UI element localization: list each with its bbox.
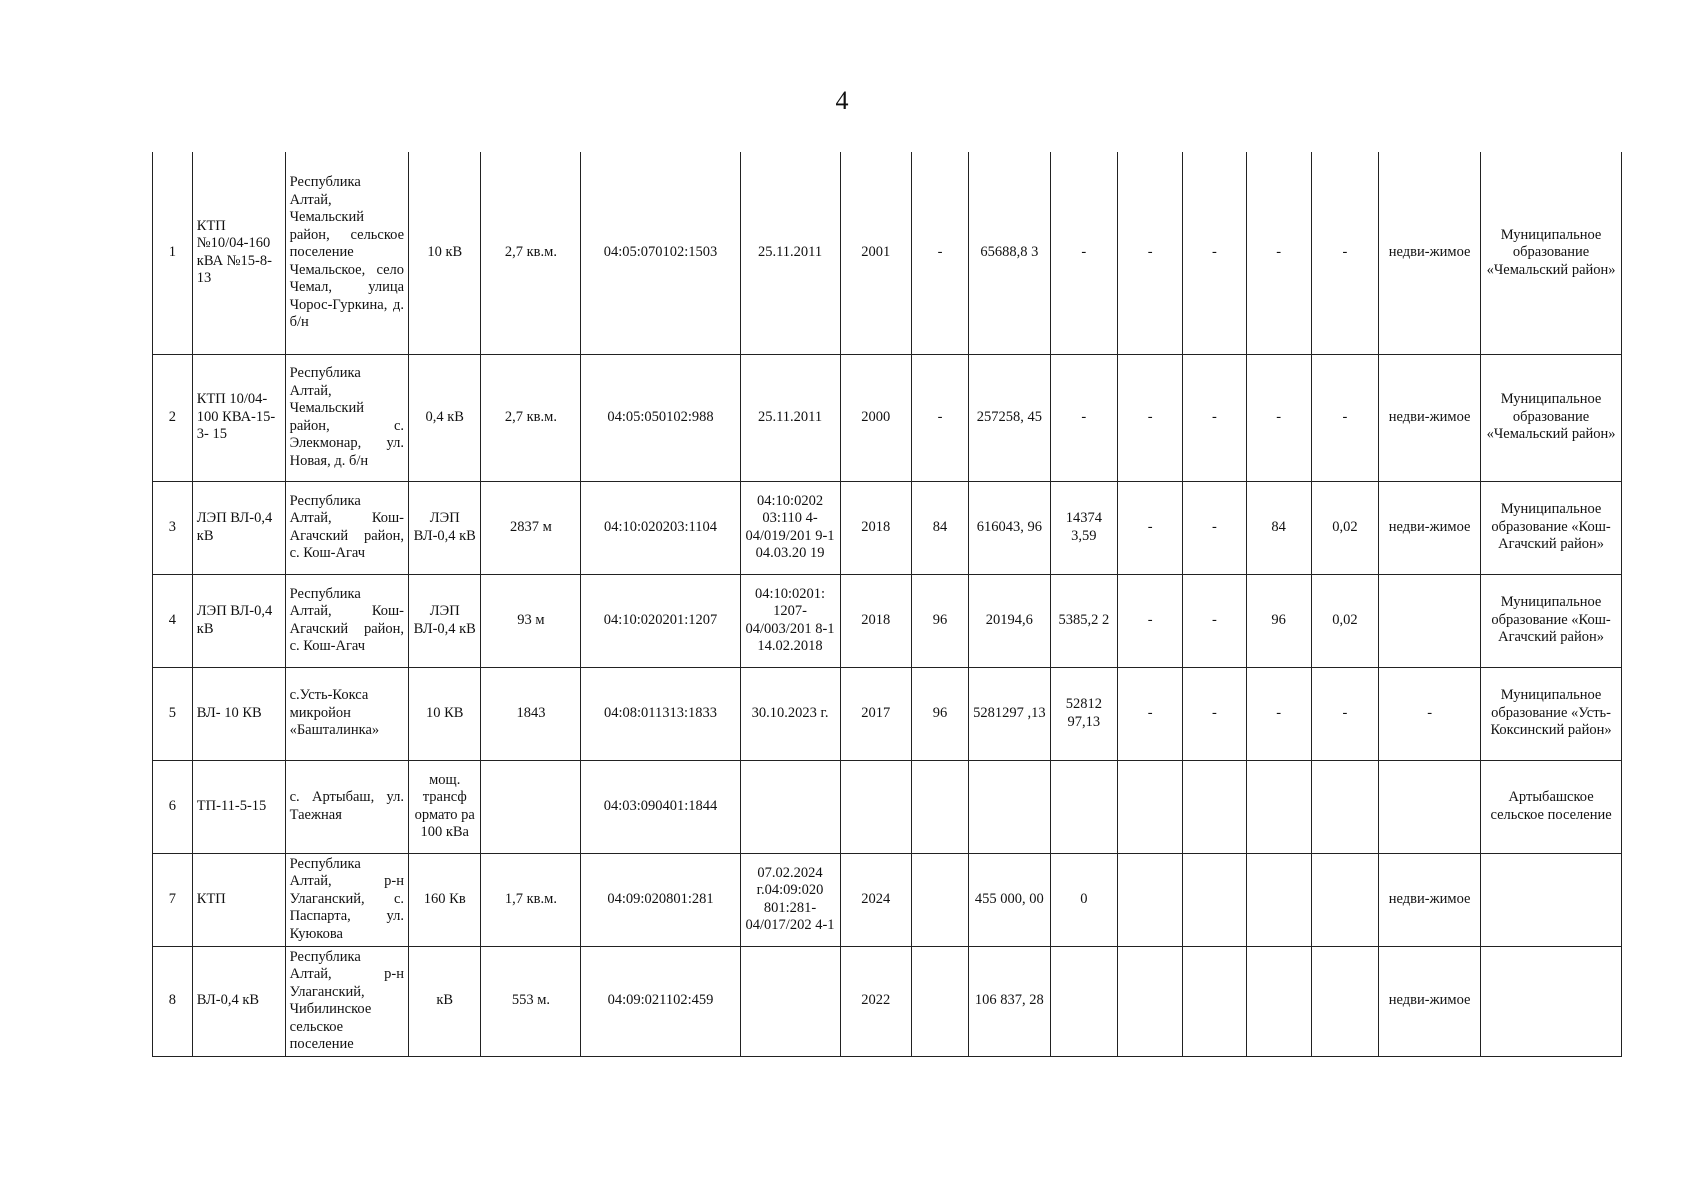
owner-cell bbox=[1481, 853, 1622, 946]
column-14-cell: - bbox=[1246, 152, 1311, 354]
column-13-cell: - bbox=[1183, 481, 1246, 574]
row-number-cell: 7 bbox=[153, 853, 193, 946]
column-14-cell: - bbox=[1246, 667, 1311, 760]
column-14-cell: - bbox=[1246, 354, 1311, 481]
page-number: 4 bbox=[835, 86, 849, 115]
table-row bbox=[153, 152, 1622, 354]
year-cell: 2022 bbox=[840, 946, 911, 1056]
year-cell: 2001 bbox=[840, 152, 911, 354]
book-value-cell: 5281297 ,13 bbox=[969, 667, 1051, 760]
wear-cell: 96 bbox=[911, 667, 968, 760]
book-value-cell: 20194,6 bbox=[969, 574, 1051, 667]
address-cell: Республика Алтай, Чемальский район, сельское поселение Чемальское, село Чемал, улица Чорос-Гуркина, д. б/н bbox=[285, 152, 408, 354]
column-15-cell: 0,02 bbox=[1311, 481, 1378, 574]
column-15-cell: - bbox=[1311, 354, 1378, 481]
residual-value-cell: - bbox=[1050, 354, 1117, 481]
object-name-cell: КТП №10/04-160 кВА №15-8-13 bbox=[192, 152, 285, 354]
column-15-cell bbox=[1311, 760, 1378, 853]
cadastral-number-cell: 04:10:020203:1104 bbox=[581, 481, 740, 574]
wear-cell bbox=[911, 853, 968, 946]
residual-value-cell: 5385,2 2 bbox=[1050, 574, 1117, 667]
wear-cell: 96 bbox=[911, 574, 968, 667]
address-cell: Республика Алтай, Чемальский район, с. Элекмонар, ул. Новая, д. б/н bbox=[285, 354, 408, 481]
column-14-cell: 84 bbox=[1246, 481, 1311, 574]
column-14-cell bbox=[1246, 760, 1311, 853]
wear-cell: - bbox=[911, 152, 968, 354]
cadastral-number-cell: 04:09:020801:281 bbox=[581, 853, 740, 946]
wear-cell: - bbox=[911, 354, 968, 481]
book-value-cell: 455 000, 00 bbox=[969, 853, 1051, 946]
property-type-cell: недви-жимое bbox=[1379, 481, 1481, 574]
book-value-cell: 106 837, 28 bbox=[969, 946, 1051, 1056]
row-number-cell: 1 bbox=[153, 152, 193, 354]
row-number-cell: 6 bbox=[153, 760, 193, 853]
object-name-cell: КТП bbox=[192, 853, 285, 946]
row-number-cell: 4 bbox=[153, 574, 193, 667]
table-row bbox=[153, 760, 1622, 853]
cadastral-number-cell: 04:05:070102:1503 bbox=[581, 152, 740, 354]
book-value-cell: 257258, 45 bbox=[969, 354, 1051, 481]
area-length-cell: 553 м. bbox=[481, 946, 581, 1056]
owner-cell: Муниципальное образование «Усть-Коксинский район» bbox=[1481, 667, 1622, 760]
property-type-cell: недви-жимое bbox=[1379, 946, 1481, 1056]
residual-value-cell: 0 bbox=[1050, 853, 1117, 946]
table-row bbox=[153, 481, 1622, 574]
column-15-cell bbox=[1311, 946, 1378, 1056]
property-type-cell: - bbox=[1379, 667, 1481, 760]
column-13-cell bbox=[1183, 946, 1246, 1056]
row-number-cell: 5 bbox=[153, 667, 193, 760]
year-cell bbox=[840, 760, 911, 853]
voltage-cell: ЛЭП ВЛ-0,4 кВ bbox=[409, 481, 481, 574]
row-number-cell: 3 bbox=[153, 481, 193, 574]
registration-cell: 25.11.2011 bbox=[740, 354, 840, 481]
address-cell: с. Артыбаш, ул. Таежная bbox=[285, 760, 408, 853]
address-cell: Республика Алтай, р-н Улаганский, с. Паспарта, ул. Куюкова bbox=[285, 853, 408, 946]
residual-value-cell: 52812 97,13 bbox=[1050, 667, 1117, 760]
object-name-cell: ВЛ- 10 КВ bbox=[192, 667, 285, 760]
registry-table bbox=[152, 152, 1622, 1057]
column-12-cell: - bbox=[1118, 152, 1183, 354]
owner-cell: Муниципальное образование «Кош-Агачский район» bbox=[1481, 481, 1622, 574]
column-12-cell bbox=[1118, 853, 1183, 946]
column-12-cell: - bbox=[1118, 481, 1183, 574]
voltage-cell: мощ. трансф ормато ра 100 кВа bbox=[409, 760, 481, 853]
column-12-cell bbox=[1118, 760, 1183, 853]
object-name-cell: ЛЭП ВЛ-0,4 кВ bbox=[192, 574, 285, 667]
area-length-cell: 2,7 кв.м. bbox=[481, 354, 581, 481]
column-15-cell bbox=[1311, 853, 1378, 946]
residual-value-cell: - bbox=[1050, 152, 1117, 354]
wear-cell bbox=[911, 760, 968, 853]
residual-value-cell bbox=[1050, 760, 1117, 853]
column-14-cell bbox=[1246, 853, 1311, 946]
registration-cell: 04:10:0202 03:110 4-04/019/201 9-1 04.03.20 19 bbox=[740, 481, 840, 574]
area-length-cell: 1,7 кв.м. bbox=[481, 853, 581, 946]
address-cell: Республика Алтай, Кош-Агачский район, с. Кош-Агач bbox=[285, 574, 408, 667]
column-15-cell: - bbox=[1311, 152, 1378, 354]
column-15-cell: - bbox=[1311, 667, 1378, 760]
property-type-cell: недви-жимое bbox=[1379, 354, 1481, 481]
column-12-cell: - bbox=[1118, 667, 1183, 760]
cadastral-number-cell: 04:09:021102:459 bbox=[581, 946, 740, 1056]
owner-cell: Муниципальное образование «Чемальский район» bbox=[1481, 354, 1622, 481]
voltage-cell: ЛЭП ВЛ-0,4 кВ bbox=[409, 574, 481, 667]
column-13-cell: - bbox=[1183, 667, 1246, 760]
row-number-cell: 2 bbox=[153, 354, 193, 481]
residual-value-cell bbox=[1050, 946, 1117, 1056]
voltage-cell: 10 КВ bbox=[409, 667, 481, 760]
object-name-cell: ЛЭП ВЛ-0,4 кВ bbox=[192, 481, 285, 574]
column-13-cell: - bbox=[1183, 354, 1246, 481]
year-cell: 2000 bbox=[840, 354, 911, 481]
registration-cell: 30.10.2023 г. bbox=[740, 667, 840, 760]
table-row bbox=[153, 946, 1622, 1056]
registration-cell: 07.02.2024 г.04:09:020 801:281-04/017/202 4-1 bbox=[740, 853, 840, 946]
property-type-cell: недви-жимое bbox=[1379, 853, 1481, 946]
property-type-cell bbox=[1379, 574, 1481, 667]
area-length-cell bbox=[481, 760, 581, 853]
registration-cell bbox=[740, 946, 840, 1056]
column-14-cell bbox=[1246, 946, 1311, 1056]
registration-cell: 04:10:0201: 1207-04/003/201 8-1 14.02.2018 bbox=[740, 574, 840, 667]
address-cell: с.Усть-Кокса микройон «Башталинка» bbox=[285, 667, 408, 760]
column-13-cell bbox=[1183, 760, 1246, 853]
voltage-cell: 0,4 кВ bbox=[409, 354, 481, 481]
book-value-cell: 616043, 96 bbox=[969, 481, 1051, 574]
area-length-cell: 93 м bbox=[481, 574, 581, 667]
area-length-cell: 2,7 кв.м. bbox=[481, 152, 581, 354]
year-cell: 2018 bbox=[840, 574, 911, 667]
cadastral-number-cell: 04:08:011313:1833 bbox=[581, 667, 740, 760]
column-12-cell: - bbox=[1118, 574, 1183, 667]
table-row bbox=[153, 667, 1622, 760]
column-13-cell: - bbox=[1183, 574, 1246, 667]
object-name-cell: ТП-11-5-15 bbox=[192, 760, 285, 853]
cadastral-number-cell: 04:10:020201:1207 bbox=[581, 574, 740, 667]
address-cell: Республика Алтай, р-н Улаганский, Чибилинское сельское поселение bbox=[285, 946, 408, 1056]
column-12-cell bbox=[1118, 946, 1183, 1056]
registration-cell bbox=[740, 760, 840, 853]
area-length-cell: 2837 м bbox=[481, 481, 581, 574]
owner-cell: Артыбашское сельское поселение bbox=[1481, 760, 1622, 853]
property-type-cell bbox=[1379, 760, 1481, 853]
object-name-cell: ВЛ-0,4 кВ bbox=[192, 946, 285, 1056]
table-row bbox=[153, 853, 1622, 946]
cadastral-number-cell: 04:05:050102:988 bbox=[581, 354, 740, 481]
voltage-cell: кВ bbox=[409, 946, 481, 1056]
column-13-cell bbox=[1183, 853, 1246, 946]
address-cell: Республика Алтай, Кош-Агачский район, с. Кош-Агач bbox=[285, 481, 408, 574]
cadastral-number-cell: 04:03:090401:1844 bbox=[581, 760, 740, 853]
object-name-cell: КТП 10/04-100 КВА-15- 3- 15 bbox=[192, 354, 285, 481]
column-14-cell: 96 bbox=[1246, 574, 1311, 667]
book-value-cell bbox=[969, 760, 1051, 853]
residual-value-cell: 14374 3,59 bbox=[1050, 481, 1117, 574]
voltage-cell: 10 кВ bbox=[409, 152, 481, 354]
area-length-cell: 1843 bbox=[481, 667, 581, 760]
column-13-cell: - bbox=[1183, 152, 1246, 354]
voltage-cell: 160 Кв bbox=[409, 853, 481, 946]
property-type-cell: недви-жимое bbox=[1379, 152, 1481, 354]
year-cell: 2024 bbox=[840, 853, 911, 946]
owner-cell: Муниципальное образование «Чемальский район» bbox=[1481, 152, 1622, 354]
row-number-cell: 8 bbox=[153, 946, 193, 1056]
column-15-cell: 0,02 bbox=[1311, 574, 1378, 667]
table-row bbox=[153, 574, 1622, 667]
wear-cell bbox=[911, 946, 968, 1056]
owner-cell bbox=[1481, 946, 1622, 1056]
table-row bbox=[153, 354, 1622, 481]
owner-cell: Муниципальное образование «Кош-Агачский район» bbox=[1481, 574, 1622, 667]
wear-cell: 84 bbox=[911, 481, 968, 574]
year-cell: 2018 bbox=[840, 481, 911, 574]
year-cell: 2017 bbox=[840, 667, 911, 760]
column-12-cell: - bbox=[1118, 354, 1183, 481]
registration-cell: 25.11.2011 bbox=[740, 152, 840, 354]
book-value-cell: 65688,8 3 bbox=[969, 152, 1051, 354]
